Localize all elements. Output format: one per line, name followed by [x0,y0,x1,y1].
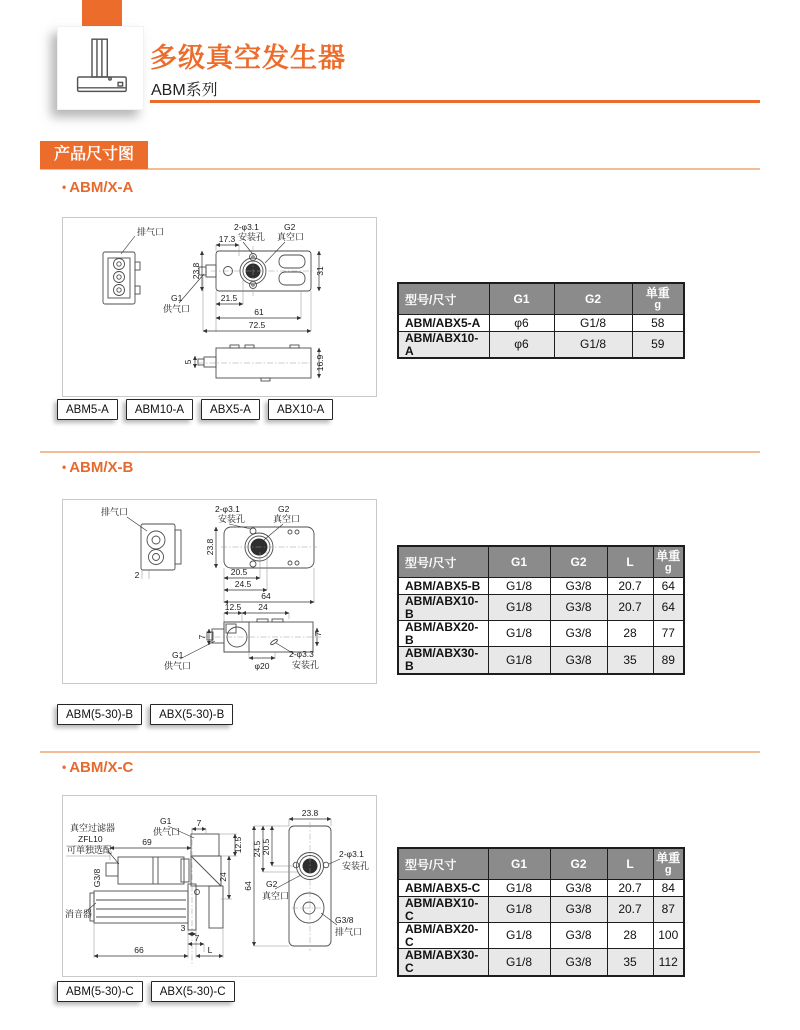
label-vacuum-port: 真空口 [277,232,305,242]
section-separator [40,751,760,753]
label-g1: G1 [172,650,184,660]
col-header: G1 [488,546,550,578]
label-filter-optional: 可单独选配 [67,845,113,855]
label-g1: G1 [171,293,183,303]
col-header: G1 [489,283,554,315]
label-vacuum-port: 真空口 [273,514,301,524]
label-exhaust-port: 排气口 [137,227,165,237]
label-muffler: 消音器 [65,909,93,919]
label-holes: 2-φ3.1 [339,849,364,859]
model-tags-c [57,981,235,1002]
dimension-lines [66,819,340,958]
dim-24: 24 [218,872,228,882]
col-header: 单重 g [653,848,684,880]
dim-17-3: 17.3 [218,234,236,244]
dim-23-8: 23.8 [191,262,201,280]
dim-23-8: 23.8 [205,538,215,556]
dim-24: 24 [258,602,268,612]
dim-61: 61 [254,307,264,317]
dim-66: 66 [134,945,144,955]
dim-5: 5 [183,359,193,365]
dim-64: 64 [243,881,253,891]
bullet-icon: • [62,460,67,474]
dim-7-left: 7 [197,634,207,640]
dim-7-right: 7 [313,631,323,637]
dimension-lines [127,517,317,659]
label-supply-port: 供气口 [163,304,191,314]
col-header: 型号/尺寸 [398,283,489,315]
table-row: ABM/ABX5-C G1/8 G3/8 20.7 84 [398,880,684,897]
table-row: ABM/ABX10-A φ6 G1/8 59 [398,332,684,359]
drawing-abm-x-b [62,499,377,684]
dim-3: 3 [180,923,186,933]
col-header: G2 [550,848,607,880]
page-subtitle: ABM系列 [151,82,218,99]
product-thumbnail-icon [65,35,137,101]
table-row: ABM/ABX5-B G1/8 G3/8 20.7 64 [398,578,684,595]
col-header: L [607,546,653,578]
dim-69: 69 [142,837,152,847]
col-header: L [607,848,653,880]
label-supply-port: 供气口 [164,661,192,671]
section-heading-label: ABM/X-B [69,459,134,476]
col-header: 型号/尺寸 [398,546,488,578]
model-tags-b [57,704,233,725]
col-header: 单重 g [632,283,684,315]
model-tag: ABM(5-30)-B [57,704,142,725]
label-vacuum-port: 真空口 [262,891,290,901]
dim-24-5: 24.5 [252,840,262,858]
label-filter-model: ZFL10 [78,834,103,844]
section-heading-abm-x-a [62,179,133,196]
label-exhaust-port: 排气口 [101,507,129,517]
table-row: ABM/ABX30-B G1/8 G3/8 35 89 [398,647,684,674]
spec-table-abm-x-b [397,545,685,675]
dim-20-5: 20.5 [261,838,271,856]
dim-16-9: 16.9 [315,354,325,372]
spec-table-abm-x-c [397,847,685,977]
label-holes-sub: 安装孔 [218,514,246,524]
drawing-abm-x-a [62,217,377,397]
dim-64: 64 [261,591,271,601]
dim-31: 31 [315,266,325,276]
side-view [207,619,313,652]
label-g2: G2 [266,879,278,889]
model-tag: ABX10-A [268,399,333,420]
table-row: ABM/ABX20-C G1/8 G3/8 28 100 [398,923,684,949]
label-g38-left: G3/8 [92,868,102,888]
label-holes: 2-φ3.1 [234,222,259,232]
label-holes2-sub: 安装孔 [292,660,320,670]
dim-l: L [207,945,213,955]
page-title: 多级真空发生器 [150,43,346,73]
col-header: G1 [488,848,550,880]
header-rule [150,100,760,103]
model-tags-a [57,399,333,420]
section-heading-abm-x-c [62,759,133,776]
drawing-abm-x-c [62,795,377,977]
dim-12-5: 12.5 [233,836,243,854]
model-tag: ABM(5-30)-C [57,981,143,1002]
col-header: G2 [554,283,632,315]
table-row: ABM/ABX10-C G1/8 G3/8 20.7 87 [398,897,684,923]
top-view [224,527,314,568]
product-logo-card [57,26,144,110]
section-banner: 产品尺寸图 [40,141,148,169]
model-tag: ABX5-A [201,399,260,420]
col-header: 型号/尺寸 [398,848,488,880]
label-supply-port: 供气口 [153,827,181,837]
dim-72-5: 72.5 [248,320,266,330]
dim-21-5: 21.5 [220,293,238,303]
table-row: ABM/ABX5-A φ6 G1/8 58 [398,315,684,332]
dim-12-5: 12.5 [224,602,242,612]
section-heading-label: ABM/X-C [69,759,134,776]
table-row: ABM/ABX30-C G1/8 G3/8 35 112 [398,949,684,976]
label-holes: 2-φ3.1 [215,504,240,514]
section-heading-abm-x-b [62,459,133,476]
dimension-lines [121,236,319,378]
section-separator [40,451,760,453]
model-tag: ABM5-A [57,399,118,420]
label-holes2: 2-φ3.3 [289,649,314,659]
label-exhaust-port: 排气口 [335,927,363,937]
model-tag: ABM10-A [126,399,193,420]
bullet-icon: • [62,760,67,774]
dim-24-5: 24.5 [234,579,252,589]
bullet-icon: • [62,180,67,194]
label-g1: G1 [160,816,172,826]
col-header: G2 [550,546,607,578]
label-vacuum-filter: 真空过滤器 [70,823,116,833]
col-header: 单重 g [653,546,684,578]
section-heading-label: ABM/X-A [69,179,134,196]
dim-7-top: 7 [196,818,202,828]
label-holes-sub: 安装孔 [238,232,266,242]
label-g2: G2 [278,504,290,514]
dim-20-5: 20.5 [230,567,248,577]
model-tag: ABX(5-30)-C [151,981,235,1002]
model-tag: ABX(5-30)-B [150,704,233,725]
label-holes-sub: 安装孔 [342,861,370,871]
table-row: ABM/ABX20-B G1/8 G3/8 28 77 [398,621,684,647]
table-row: ABM/ABX10-B G1/8 G3/8 20.7 64 [398,595,684,621]
dim-7-bottom: 7 [194,933,200,943]
label-g2: G2 [284,222,296,232]
spec-table-abm-x-a [397,282,685,359]
label-g38-right: G3/8 [335,915,354,925]
dim-dia-20: φ20 [254,661,270,671]
side-view [103,252,140,304]
dim-2: 2 [134,570,140,580]
dim-23-8: 23.8 [301,808,319,818]
